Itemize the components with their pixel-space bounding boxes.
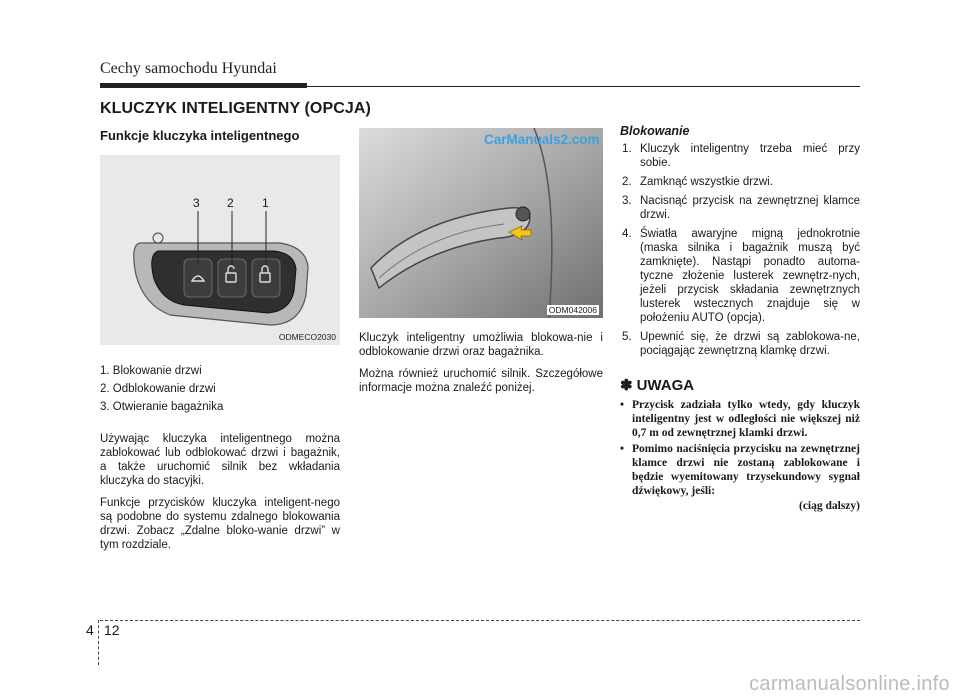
bullet-icon: • [620, 443, 625, 455]
note-heading [620, 376, 860, 394]
step-text: Zamknąć wszystkie drzwi. [640, 176, 773, 188]
step-text: Kluczyk inteligentny trzeba mieć przy sobie. [640, 143, 860, 169]
body-paragraph: Używając kluczyka inteligentnego można zablokować lub odblokować drzwi i bagażnik, a także uruchomić silnik bez wkładania kluczyka do stacyjki. [100, 433, 340, 487]
note-bullets [620, 398, 860, 498]
body-paragraph: Kluczyk inteligentny umożliwia blokowa-nie i odblokowanie drzwi oraz bagażnika. [359, 332, 603, 358]
header-rule [100, 86, 860, 87]
step-item [620, 227, 860, 325]
continued-label: (ciąg dalszy) [798, 500, 860, 512]
step-item [620, 142, 860, 170]
step-text: Upewnić się, że drzwi są zablokowa-ne, pociągając zewnętrzną klamkę drzwi. [640, 331, 860, 357]
column-3 [620, 124, 860, 512]
list-item: 3. Otwieranie bagażnika [100, 401, 224, 413]
step-item [620, 330, 860, 358]
step-number: 2. [622, 176, 632, 188]
function-list [100, 363, 340, 416]
step-number: 4. [622, 228, 632, 240]
step-item [620, 175, 860, 189]
step-number: 1. [622, 143, 632, 155]
column-2 [359, 128, 603, 395]
column-1 [100, 128, 340, 552]
bullet-item [620, 442, 860, 498]
site-watermark: carmanualsonline.info [749, 673, 950, 695]
bullet-text: Pomimo naciśnięcia przycisku na zewnętrznej klamce drzwi nie zostaną zablokowane i będzie wyemitowany trzysekundowy sygnał dźwiękowy, jeśli: [632, 443, 860, 497]
smart-key-figure [100, 155, 340, 345]
step-number: 3. [622, 195, 632, 207]
step-text: Nacisnąć przycisk na zewnętrznej klamce drzwi. [640, 195, 860, 221]
body-paragraph: Funkcje przycisków kluczyka inteligent-nego są podobne do systemu zdalnego blokowania drzwi. Zobacz „Zdalne bloko-wanie drzwi” w tym rozdziale. [100, 497, 340, 551]
subsection-heading: Blokowanie [620, 124, 690, 138]
bullet-icon: • [620, 399, 625, 411]
footer-rule [100, 620, 860, 621]
callout-1: 1 [262, 196, 269, 210]
page-number: 12 [104, 622, 120, 638]
watermark: CarManuals2.com [484, 132, 600, 147]
callout-3: 3 [193, 196, 200, 210]
asterisk-icon: ✽ [620, 377, 633, 394]
note-title: UWAGA [636, 376, 695, 394]
figure-code: ODM042006 [548, 305, 597, 315]
procedure-steps [620, 142, 860, 358]
door-handle-figure [359, 128, 603, 318]
list-item: 1. Blokowanie drzwi [100, 365, 202, 377]
footer-vertical-rule [98, 620, 99, 665]
figure-code: ODMECO2030 [278, 332, 336, 342]
step-item [620, 194, 860, 222]
step-number: 5. [622, 331, 632, 343]
section-title: KLUCZYK INTELIGENTNY (OPCJA) [100, 100, 371, 117]
subsection-heading: Funkcje kluczyka inteligentnego [100, 128, 300, 143]
body-paragraph: Można również uruchomić silnik. Szczegółowe informacje można znaleźć poniżej. [359, 368, 603, 394]
list-item: 2. Odblokowanie drzwi [100, 383, 216, 395]
running-header: Cechy samochodu Hyundai [100, 60, 277, 77]
bullet-text: Przycisk zadziała tylko wtedy, gdy kluczyk inteligentny jest w odległości nie większej niż 0,7 m od zewnętrznej klamki drzwi. [632, 399, 860, 439]
callout-2: 2 [227, 196, 234, 210]
chapter-number: 4 [86, 622, 94, 638]
smart-key-illustration [100, 155, 340, 345]
bullet-item [620, 398, 860, 440]
door-handle-illustration [359, 128, 603, 318]
step-text: Światła awaryjne migną jednokrotnie (maska silnika i bagażnik muszą być zamknięte). Nastąpi ponadto automa-tyczne złożenie lusterek zewnętrz-nych, jeżeli przycisk składania zewnętrznych lusterek wstecznych znajduje się w położeniu AUTO (opcja). [640, 228, 860, 324]
